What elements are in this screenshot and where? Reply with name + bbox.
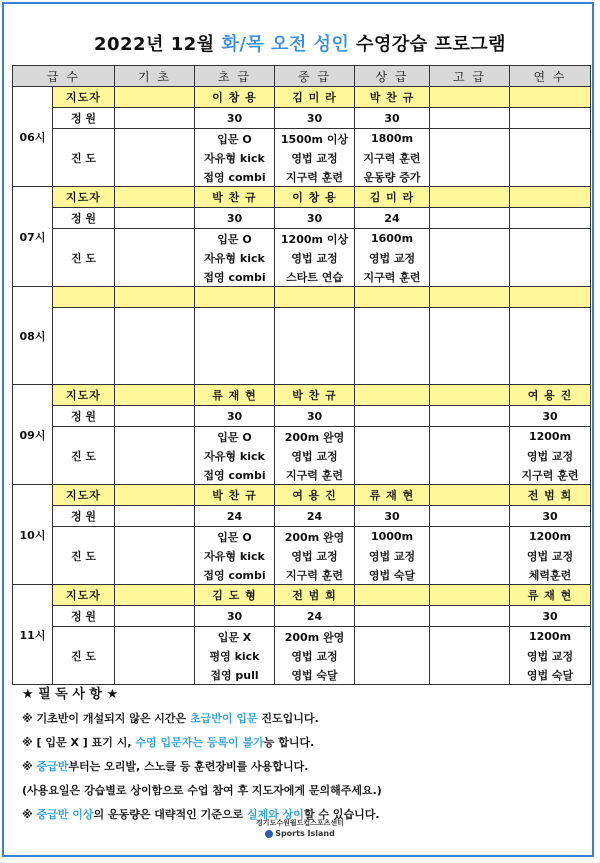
progress-cell — [430, 565, 510, 585]
instructor-row — [13, 385, 591, 406]
instructor-cell: 박 찬 규 — [195, 187, 275, 208]
note-2: ※ [ 입문 X ] 표기 시, 수영 입문자는 등록이 불가능 합니다. — [22, 736, 315, 749]
capacity-cell: 30 — [195, 606, 275, 627]
capacity-cell — [115, 208, 195, 229]
progress-cell: 1500m 이상 — [275, 129, 355, 149]
progress-cell: 지구력 훈련 — [275, 167, 355, 187]
table-row — [13, 287, 591, 308]
instructor-cell — [430, 287, 510, 308]
capacity-cell — [510, 208, 591, 229]
instructor-cell — [430, 385, 510, 406]
instructor-cell — [355, 585, 430, 606]
progress-cell — [355, 446, 430, 465]
progress-cell: 1000m — [355, 527, 430, 547]
progress-cell: 영법 교정 — [510, 446, 591, 465]
instructor-cell: 이 창 용 — [195, 87, 275, 108]
instructor-cell: 박 찬 규 — [195, 485, 275, 506]
instructor-cell — [510, 287, 591, 308]
notes-section — [22, 683, 582, 830]
instructor-cell: 김 미 라 — [355, 187, 430, 208]
progress-cell — [430, 665, 510, 685]
capacity-cell: 24 — [275, 606, 355, 627]
instructor-row — [13, 485, 591, 506]
capacity-cell — [430, 506, 510, 527]
progress-cell: 200m 완영 — [275, 627, 355, 647]
capacity-cell: 30 — [275, 108, 355, 129]
notes-heading: ★ 필 독 사 항 ★ — [22, 687, 119, 702]
progress-row — [13, 129, 591, 149]
progress-cell: 자유형 kick — [195, 148, 275, 167]
progress-cell — [510, 267, 591, 287]
capacity-row — [13, 406, 591, 427]
instructor-cell: 전 범 희 — [510, 485, 591, 506]
capacity-label: 정 원 — [53, 406, 115, 427]
progress-label: 진 도 — [53, 427, 115, 485]
capacity-cell: 24 — [355, 208, 430, 229]
instructor-cell — [53, 287, 115, 308]
progress-row — [13, 427, 591, 447]
header-intermediate: 중 급 — [275, 66, 355, 87]
progress-cell — [115, 465, 195, 485]
progress-label: 진 도 — [53, 527, 115, 585]
progress-cell: 영법 교정 — [355, 248, 430, 267]
capacity-label: 정 원 — [53, 606, 115, 627]
header-level: 급 수 — [13, 66, 115, 87]
progress-cell — [115, 546, 195, 565]
progress-cell — [115, 267, 195, 287]
progress-cell: 영법 교정 — [355, 546, 430, 565]
progress-cell — [115, 627, 195, 647]
empty-cell — [510, 308, 591, 385]
progress-cell — [510, 129, 591, 149]
capacity-label: 정 원 — [53, 506, 115, 527]
instructor-cell — [430, 585, 510, 606]
instructor-cell — [115, 485, 195, 506]
capacity-cell: 30 — [275, 406, 355, 427]
instructor-cell: 김 미 라 — [275, 87, 355, 108]
instructor-cell — [430, 87, 510, 108]
capacity-cell — [510, 108, 591, 129]
progress-row — [13, 627, 591, 647]
capacity-cell: 24 — [195, 506, 275, 527]
instructor-cell — [275, 287, 355, 308]
progress-cell: 자유형 kick — [195, 546, 275, 565]
progress-cell: 입문 X — [195, 627, 275, 647]
hour-label: 07시 — [13, 187, 53, 287]
capacity-cell — [355, 406, 430, 427]
progress-cell: 접영 pull — [195, 665, 275, 685]
header-beginner: 초 급 — [195, 66, 275, 87]
instructor-cell: 김 도 형 — [195, 585, 275, 606]
capacity-label: 정 원 — [53, 208, 115, 229]
capacity-cell — [115, 506, 195, 527]
progress-row — [13, 527, 591, 547]
progress-cell — [430, 167, 510, 187]
header-row — [13, 66, 591, 87]
capacity-cell — [430, 108, 510, 129]
progress-cell — [510, 148, 591, 167]
progress-label: 진 도 — [53, 129, 115, 187]
capacity-label: 정 원 — [53, 108, 115, 129]
progress-cell: 평영 kick — [195, 646, 275, 665]
instructor-label: 지도자 — [53, 187, 115, 208]
progress-cell — [430, 627, 510, 647]
progress-cell — [115, 665, 195, 685]
capacity-row — [13, 208, 591, 229]
progress-cell: 1200m — [510, 427, 591, 447]
capacity-cell: 24 — [275, 506, 355, 527]
progress-cell: 영법 교정 — [275, 248, 355, 267]
note-5: ※ 중급반 이상의 운동량은 대략적인 기준으로 실제와 상이할 수 있습니다. — [22, 808, 380, 821]
instructor-label: 지도자 — [53, 385, 115, 406]
capacity-cell: 30 — [355, 506, 430, 527]
progress-cell: 입문 O — [195, 527, 275, 547]
capacity-cell: 30 — [195, 108, 275, 129]
capacity-row — [13, 108, 591, 129]
progress-cell: 영법 교정 — [275, 446, 355, 465]
header-training: 연 수 — [510, 66, 591, 87]
capacity-cell — [430, 406, 510, 427]
page-title: 2022년 12월 화/목 오전 성인 수영강습 프로그램 — [93, 34, 507, 55]
progress-cell — [115, 646, 195, 665]
progress-cell — [510, 167, 591, 187]
progress-cell: 영법 숙달 — [510, 665, 591, 685]
progress-cell — [115, 167, 195, 187]
progress-cell: 1800m — [355, 129, 430, 149]
progress-cell — [430, 546, 510, 565]
capacity-cell: 30 — [275, 208, 355, 229]
instructor-label: 지도자 — [53, 485, 115, 506]
instructor-cell — [355, 385, 430, 406]
progress-cell — [430, 148, 510, 167]
progress-cell: 접영 combi — [195, 465, 275, 485]
progress-cell: 자유형 kick — [195, 248, 275, 267]
progress-cell — [430, 229, 510, 249]
instructor-cell: 류 재 현 — [195, 385, 275, 406]
empty-cell — [430, 308, 510, 385]
capacity-cell: 30 — [510, 506, 591, 527]
instructor-cell — [115, 87, 195, 108]
progress-cell — [430, 129, 510, 149]
progress-cell — [115, 565, 195, 585]
progress-cell: 200m 완영 — [275, 427, 355, 447]
capacity-cell: 30 — [510, 606, 591, 627]
instructor-row — [13, 87, 591, 108]
instructor-cell — [115, 187, 195, 208]
empty-cell — [195, 308, 275, 385]
progress-cell: 영법 교정 — [275, 546, 355, 565]
empty-cell — [355, 308, 430, 385]
progress-cell: 지구력 훈련 — [510, 465, 591, 485]
progress-cell — [115, 527, 195, 547]
note-1: ※ 기초반이 개설되지 않은 시간은 초급반이 입문 진도입니다. — [22, 712, 319, 725]
note-3: ※ 중급반부터는 오리발, 스노클 등 훈련장비를 사용합니다. — [22, 760, 309, 773]
note-4: (사용요일은 강습별로 상이함으로 수업 참여 후 지도자에게 문의해주세요.) — [22, 784, 382, 797]
instructor-cell: 박 찬 규 — [355, 87, 430, 108]
progress-cell: 1600m — [355, 229, 430, 249]
hour-label: 06시 — [13, 87, 53, 187]
instructor-label: 지도자 — [53, 585, 115, 606]
sports-center-logo — [0, 818, 600, 838]
progress-cell: 운동량 증가 — [355, 167, 430, 187]
progress-cell: 지구력 훈련 — [355, 148, 430, 167]
progress-cell: 입문 O — [195, 129, 275, 149]
progress-cell: 접영 combi — [195, 565, 275, 585]
progress-cell: 1200m — [510, 527, 591, 547]
instructor-cell: 이 창 용 — [275, 187, 355, 208]
capacity-cell: 30 — [195, 406, 275, 427]
progress-label: 진 도 — [53, 627, 115, 685]
progress-cell — [355, 465, 430, 485]
capacity-cell — [430, 606, 510, 627]
schedule-table — [12, 65, 591, 685]
progress-cell — [430, 646, 510, 665]
progress-cell — [115, 229, 195, 249]
logo-english-text: Sports Island — [0, 829, 600, 838]
progress-cell: 입문 O — [195, 427, 275, 447]
capacity-cell — [430, 208, 510, 229]
progress-cell: 입문 O — [195, 229, 275, 249]
progress-cell: 200m 완영 — [275, 527, 355, 547]
hour-label: 10시 — [13, 485, 53, 585]
instructor-cell: 전 범 희 — [275, 585, 355, 606]
progress-cell: 영법 교정 — [275, 148, 355, 167]
progress-cell: 스타트 연습 — [275, 267, 355, 287]
instructor-cell — [115, 385, 195, 406]
progress-cell — [430, 527, 510, 547]
progress-cell: 영법 교정 — [275, 646, 355, 665]
progress-cell — [115, 148, 195, 167]
progress-cell — [430, 267, 510, 287]
progress-cell: 지구력 훈련 — [275, 565, 355, 585]
capacity-cell — [115, 606, 195, 627]
progress-cell — [510, 229, 591, 249]
empty-cell — [275, 308, 355, 385]
progress-cell: 자유형 kick — [195, 446, 275, 465]
capacity-cell: 30 — [195, 208, 275, 229]
capacity-cell — [115, 406, 195, 427]
instructor-cell: 류 재 현 — [510, 585, 591, 606]
progress-cell — [510, 248, 591, 267]
instructor-label: 지도자 — [53, 87, 115, 108]
header-advanced: 고 급 — [430, 66, 510, 87]
progress-cell — [355, 665, 430, 685]
header-basic: 기 초 — [115, 66, 195, 87]
progress-cell: 영법 숙달 — [275, 665, 355, 685]
progress-cell — [355, 427, 430, 447]
capacity-cell: 30 — [510, 406, 591, 427]
instructor-cell — [510, 187, 591, 208]
progress-row — [13, 229, 591, 249]
logo-mark-icon — [265, 830, 273, 838]
capacity-cell: 30 — [355, 108, 430, 129]
instructor-cell — [115, 585, 195, 606]
progress-cell — [355, 646, 430, 665]
instructor-cell — [115, 287, 195, 308]
progress-cell: 체력훈련 — [510, 565, 591, 585]
hour-label: 11시 — [13, 585, 53, 685]
instructor-cell: 류 재 현 — [355, 485, 430, 506]
header-upper: 상 급 — [355, 66, 430, 87]
progress-cell — [115, 129, 195, 149]
progress-cell: 영법 교정 — [510, 646, 591, 665]
instructor-cell — [430, 485, 510, 506]
progress-cell — [430, 446, 510, 465]
progress-cell: 1200m — [510, 627, 591, 647]
progress-cell — [355, 627, 430, 647]
progress-cell: 접영 combi — [195, 267, 275, 287]
capacity-row — [13, 506, 591, 527]
progress-cell — [430, 465, 510, 485]
progress-cell: 영법 교정 — [510, 546, 591, 565]
empty-cell — [53, 308, 115, 385]
progress-cell: 영법 숙달 — [355, 565, 430, 585]
instructor-row — [13, 585, 591, 606]
capacity-row — [13, 606, 591, 627]
progress-cell — [115, 446, 195, 465]
progress-cell: 지구력 훈련 — [275, 465, 355, 485]
progress-label: 진 도 — [53, 229, 115, 287]
progress-cell: 접영 combi — [195, 167, 275, 187]
instructor-row — [13, 187, 591, 208]
empty-cell — [115, 308, 195, 385]
instructor-cell — [510, 87, 591, 108]
progress-cell: 지구력 훈련 — [355, 267, 430, 287]
instructor-cell — [430, 187, 510, 208]
progress-cell — [115, 427, 195, 447]
logo-korean-text: 경기도수원월드컵스포츠센터 — [256, 819, 344, 827]
hour-label: 08시 — [13, 287, 53, 385]
instructor-cell — [195, 287, 275, 308]
progress-cell: 1200m 이상 — [275, 229, 355, 249]
instructor-cell — [355, 287, 430, 308]
capacity-cell — [355, 606, 430, 627]
progress-cell — [115, 248, 195, 267]
instructor-cell: 여 용 진 — [275, 485, 355, 506]
capacity-cell — [115, 108, 195, 129]
progress-cell — [430, 427, 510, 447]
instructor-cell: 여 용 진 — [510, 385, 591, 406]
progress-cell — [430, 248, 510, 267]
instructor-cell: 박 찬 규 — [275, 385, 355, 406]
table-row — [13, 308, 591, 385]
hour-label: 09시 — [13, 385, 53, 485]
